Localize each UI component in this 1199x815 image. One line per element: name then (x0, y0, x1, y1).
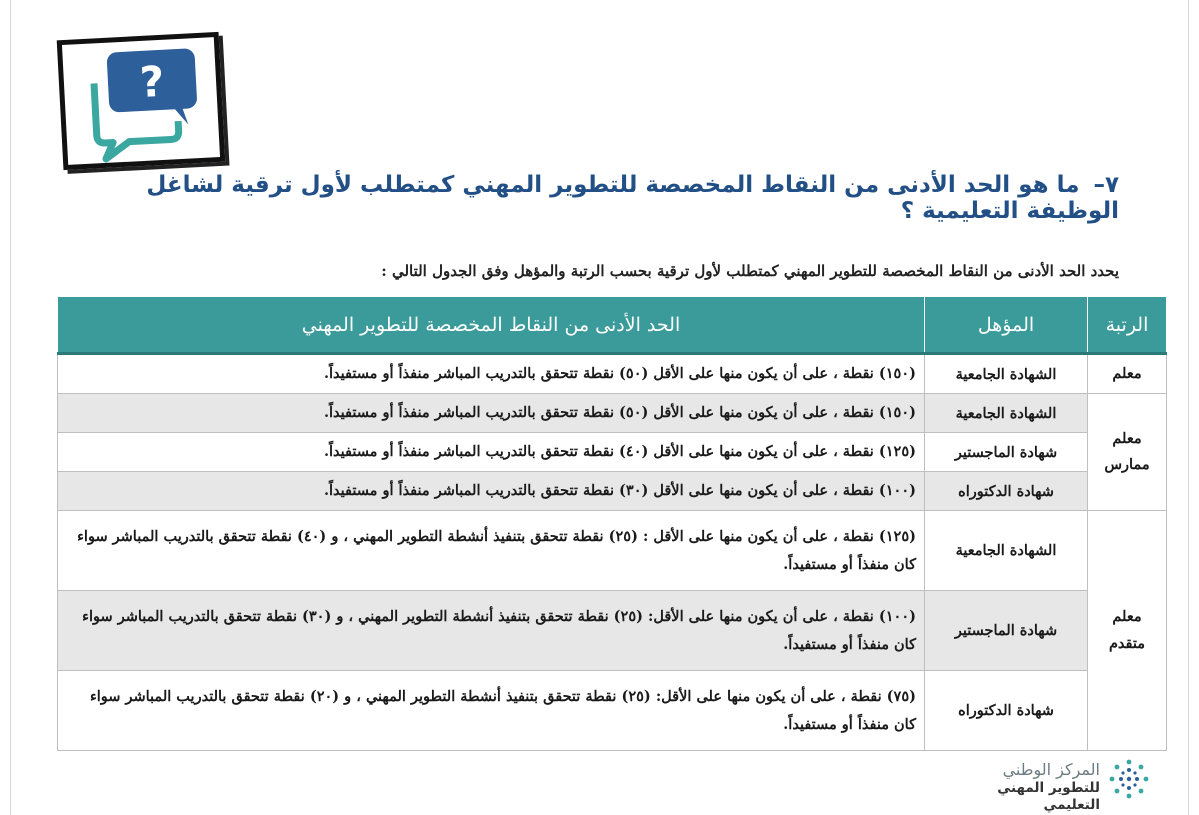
question-number: ٧– (1093, 172, 1119, 198)
svg-text:?: ? (138, 56, 166, 108)
table-row (58, 433, 1167, 472)
intro-text: يحدد الحد الأدنى من النقاط المخصصة للتطوير المهني كمتطلب لأول ترقية بحسب الرتبة والمؤهل وفق الجدول التالي : (381, 262, 1119, 280)
rank-practitioner-line2: ممارس (1104, 456, 1150, 473)
requirement-cell: (١٥٠) نقطة ، على أن يكون منها على الأقل (٥٠) نقطة تتحقق بالتدريب المباشر منفذاً أو مستفيداً. (58, 394, 925, 433)
requirement-cell: (١٠٠) نقطة ، على أن يكون منها على الأقل (٣٠) نقطة تتحقق بالتدريب المباشر منفذاً أو مستفيداً. (58, 472, 925, 511)
rank-practitioner-line1: معلم (1112, 429, 1142, 447)
page-border-right (1188, 0, 1189, 815)
question-heading (119, 172, 1119, 224)
table-header-row (58, 297, 1167, 354)
requirement-cell: (١٢٥) نقطة ، على أن يكون منها على الأقل (٤٠) نقطة تتحقق بالتدريب المباشر منفذاً أو مستفيداً. (58, 433, 925, 472)
question-speech-bubbles-icon (62, 37, 220, 165)
center-name-line1: المركز الوطني (1002, 760, 1100, 779)
rank-advanced-line1: معلم (1112, 608, 1142, 626)
page-border-left (10, 0, 11, 815)
center-name-line2: للتطوير المهني التعليمي (997, 780, 1100, 813)
qualification-cell: الشهادة الجامعية (925, 394, 1088, 433)
table-row (58, 591, 1167, 671)
header-rank: الرتبة (1088, 297, 1167, 354)
requirement-cell: (١٠٠) نقطة ، على أن يكون منها على الأقل: (٢٥) نقطة تتحقق بتنفيذ أنشطة التطوير المهني ، و (٣٠) نقطة تتحقق بالتدريب المباشر سواء كان منفذاً أو مستفيداً. (58, 591, 925, 671)
qualification-cell: شهادة الدكتوراه (925, 472, 1088, 511)
table-row (58, 394, 1167, 433)
rank-advanced (1088, 511, 1167, 751)
table-row (58, 511, 1167, 591)
dotted-circle-icon (1108, 758, 1150, 800)
faq-logo (57, 32, 226, 170)
rank-practitioner (1088, 394, 1167, 511)
rank-teacher: معلم (1088, 354, 1167, 394)
table-row (58, 472, 1167, 511)
qualification-cell: الشهادة الجامعية (925, 511, 1088, 591)
header-requirement: الحد الأدنى من النقاط المخصصة للتطوير المهني (58, 297, 925, 354)
requirement-cell: (١٢٥) نقطة ، على أن يكون منها على الأقل : (٢٥) نقطة تتحقق بتنفيذ أنشطة التطوير المهني ، و (٤٠) نقطة تتحقق بالتدريب المباشر سواء كان منفذاً أو مستفيداً. (58, 511, 925, 591)
center-name (940, 760, 1100, 814)
qualification-cell: شهادة الماجستير (925, 591, 1088, 671)
points-table (57, 296, 1167, 751)
rank-advanced-line2: متقدم (1108, 634, 1146, 652)
requirement-cell: (٧٥) نقطة ، على أن يكون منها على الأقل: (٢٥) نقطة تتحقق بتنفيذ أنشطة التطوير المهني ، و (٢٠) نقطة تتحقق بالتدريب المباشر سواء كان منفذاً أو مستفيداً. (58, 671, 925, 751)
center-logo (1108, 758, 1150, 804)
header-qualification: المؤهل (925, 297, 1088, 354)
table-row (58, 354, 1167, 394)
qualification-cell: الشهادة الجامعية (925, 354, 1088, 394)
table-row (58, 671, 1167, 751)
qualification-cell: شهادة الماجستير (925, 433, 1088, 472)
qualification-cell: شهادة الدكتوراه (925, 671, 1088, 751)
requirement-cell: (١٥٠) نقطة ، على أن يكون منها على الأقل (٥٠) نقطة تتحقق بالتدريب المباشر منفذاً أو مستفيداً. (58, 354, 925, 394)
question-text: ما هو الحد الأدنى من النقاط المخصصة للتطوير المهني كمتطلب لأول ترقية لشاغل الوظيفة التعليمية ؟ (146, 172, 1119, 224)
